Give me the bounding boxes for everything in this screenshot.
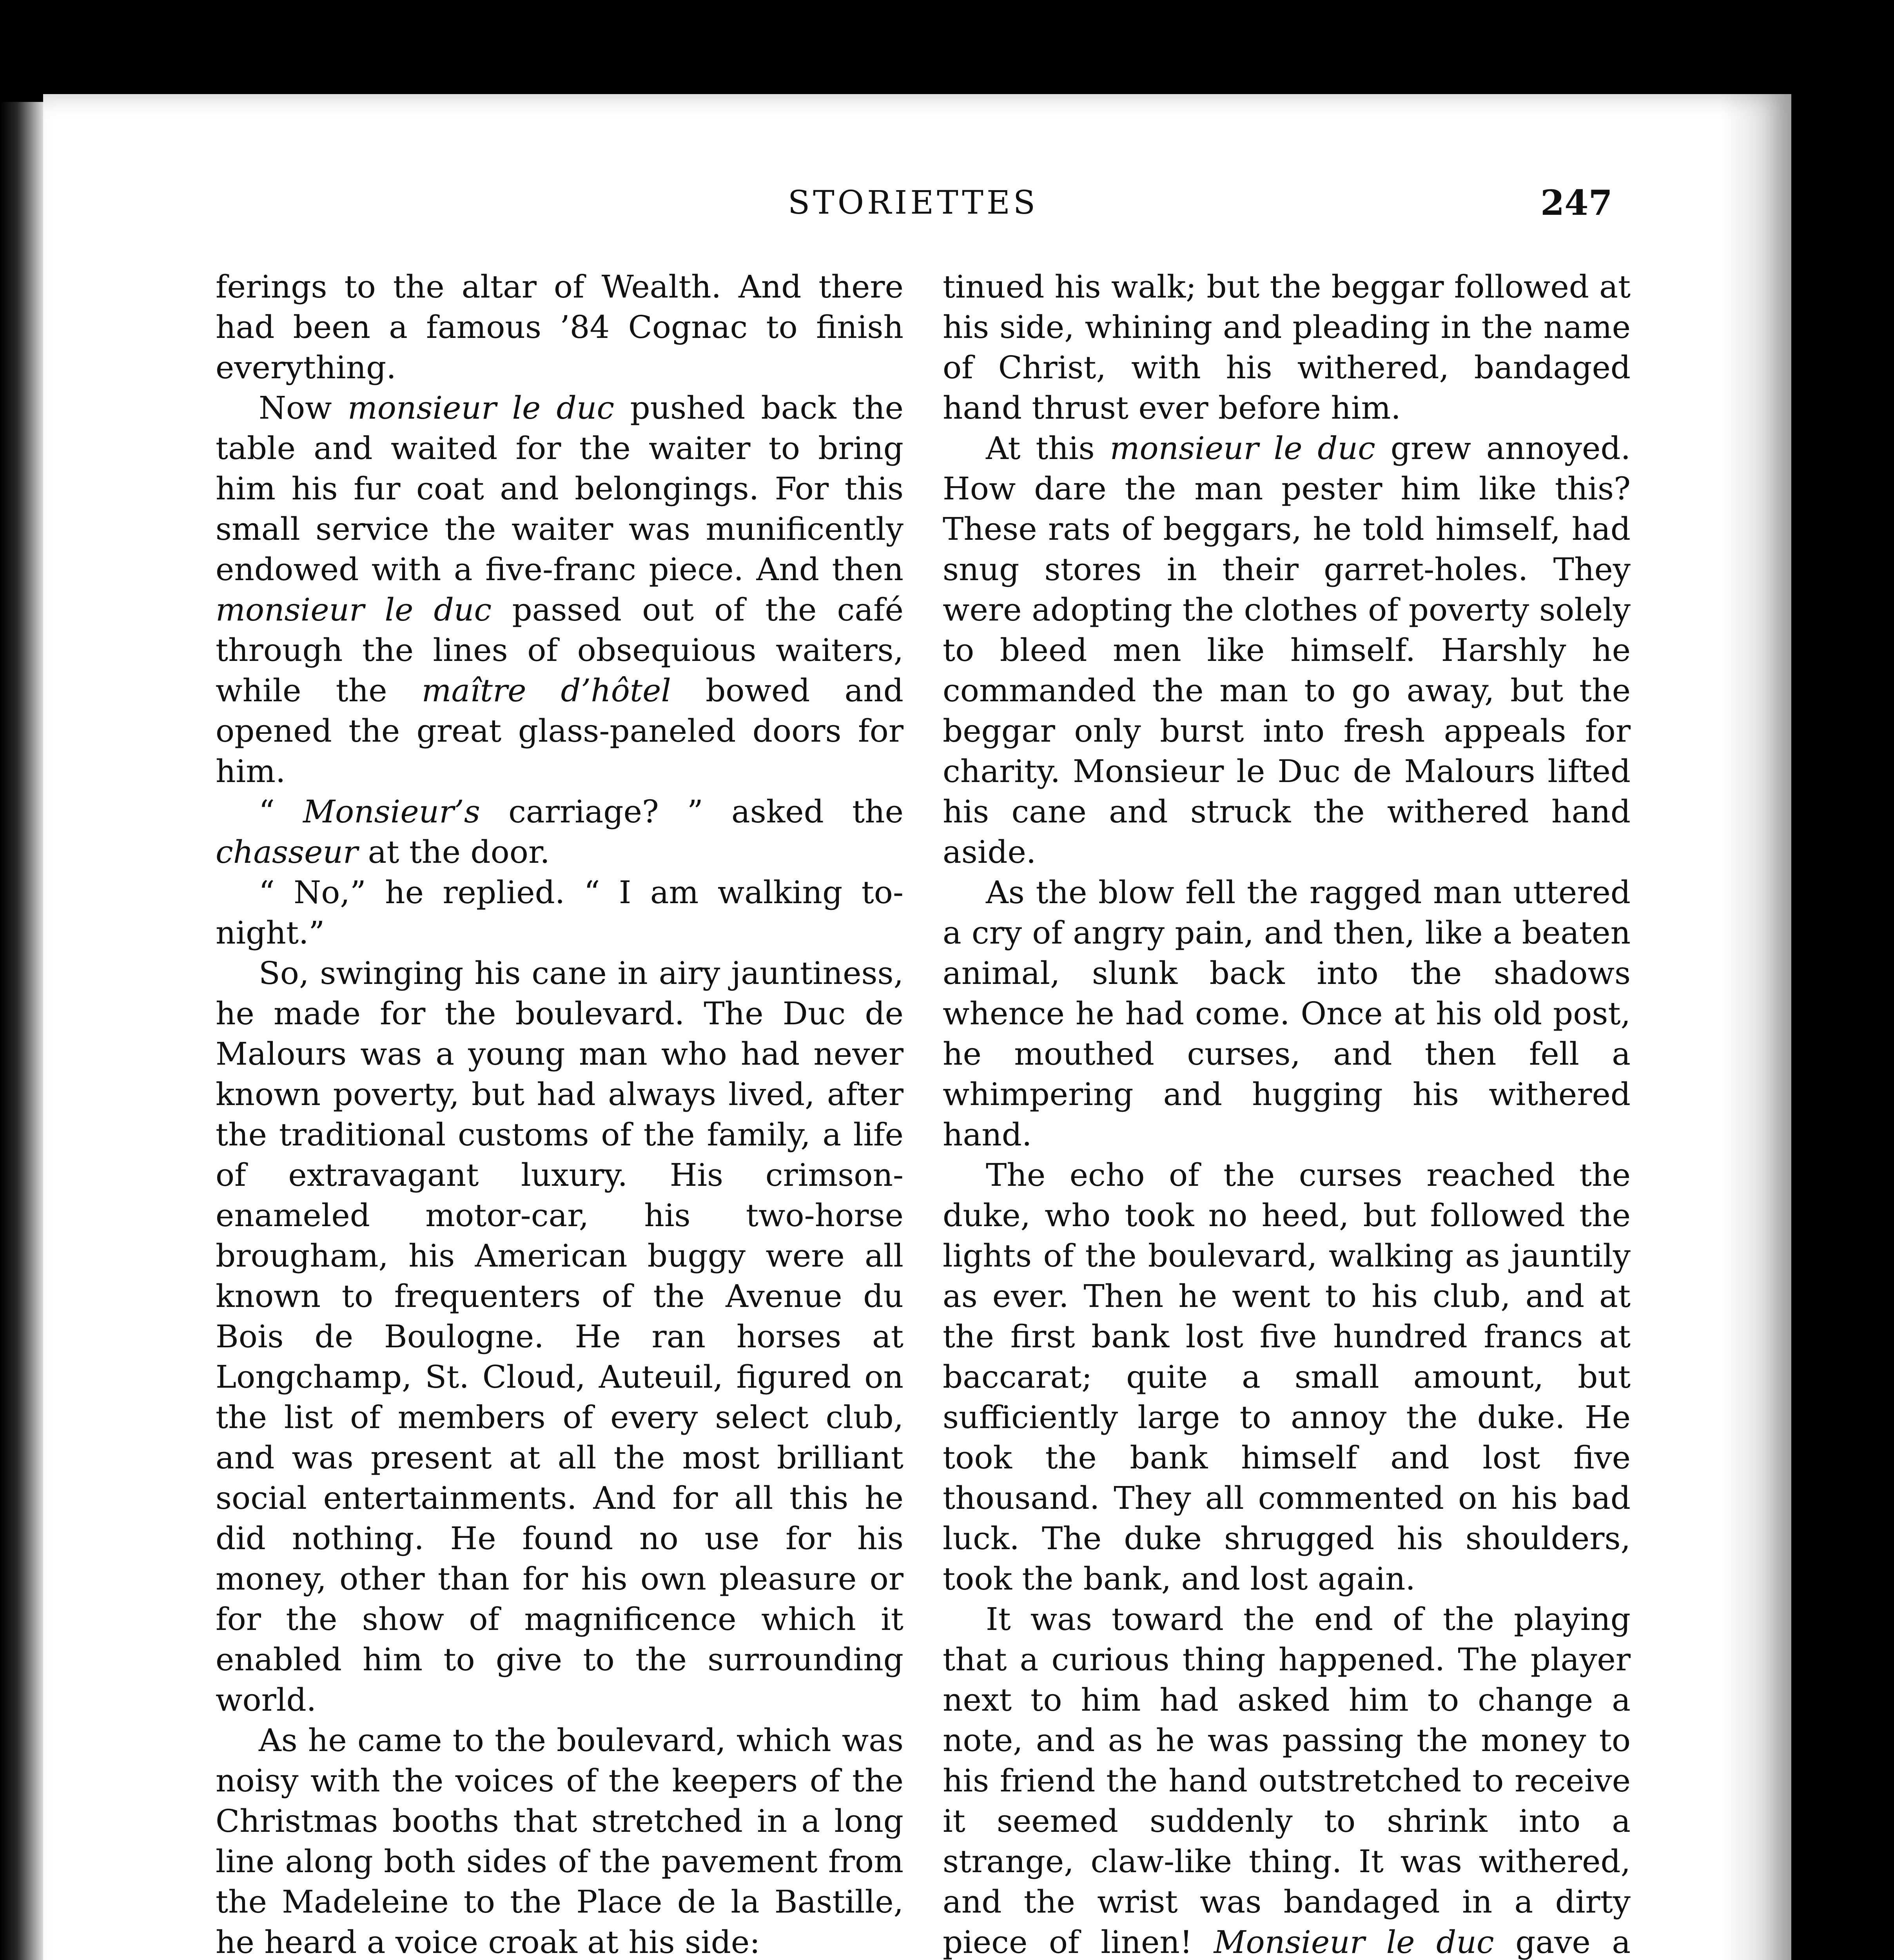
paragraph: At this monsieur le duc grew annoyed. How dare the man pester him like this? These rats of beggars, he told himself, had snug stores in their garret-holes. They were adopting the clothes of poverty solely to bleed men like himself. Harshly he commanded the man to go away, but the beggar only burst into fresh appeals for charity. Monsieur le Duc de Malours lifted his cane and struck the withered hand aside. <box>943 430 1631 870</box>
page-gutter-edge <box>0 102 43 1960</box>
text-column-left <box>216 267 903 1960</box>
paragraph: As the blow fell the ragged man uttered a cry of angry pain, and then, like a beaten animal, slunk back into the shadows whence he had come. Once at his old post, he mouthed curses, and then fell a whimpering and hugging his withered hand. <box>943 874 1631 1153</box>
paragraph: So, swinging his cane in airy jauntiness, he made for the boulevard. The Duc de Malours was a young man who had never known poverty, but had always lived, after the traditional customs of the family, a life of extravagant luxury. His crimson-enameled motor-car, his two-horse brougham, his American buggy were all known to frequenters of the Avenue du Bois de Boulogne. He ran horses at Longchamp, St. Cloud, Auteuil, figured on the list of members of every select club, and was present at all the most brilliant social entertainments. And for all this he did nothing. He found no use for his money, other than for his own pleasure or for the show of magnificence which it enabled him to give to the surrounding world. <box>216 955 903 1718</box>
book-page <box>43 94 1791 1960</box>
page-number: 247 <box>1540 182 1613 223</box>
paragraph: The echo of the curses reached the duke, who took no heed, but followed the lights of the boulevard, walking as jauntily as ever. Then he went to his club, and at the first bank lost five hundred francs at baccarat; quite a small amount, but sufficiently large to annoy the duke. He took the bank himself and lost five thousand. They all commented on his bad luck. The duke shrugged his shoulders, took the bank, and lost again. <box>943 1157 1631 1597</box>
page-binding-shadow <box>1721 94 1791 1960</box>
paragraph: “ Monsieur’s carriage? ” asked the chasseur at the door. <box>216 793 904 870</box>
paragraph: tinued his walk; but the beggar followed at his side, whining and pleading in the name of Christ, with his withered, bandaged hand thrust ever before him. <box>943 269 1631 426</box>
paragraph: Now monsieur le duc pushed back the table and waited for the waiter to bring him his fur coat and belongings. For this small service the waiter was munificently endowed with a five-franc piece. And then monsieur le duc passed out of the café through the lines of obsequious waiters, while the maître d’hôtel bowed and opened the great glass-paneled doors for him. <box>216 390 904 789</box>
paragraph: It was toward the end of the playing that a curious thing happened. The player next to him had asked him to change a note, and as he was passing the money to his friend the hand outstretched to receive it seemed suddenly to shrink into a strange, claw-like thing. It was withered, and the wrist was bandaged in a dirty piece of linen! Monsieur le duc gave a <box>943 1601 1631 1960</box>
paragraph: “ No,” he replied. “ I am walking to-night.” <box>216 874 903 951</box>
paragraph: ferings to the altar of Wealth. And there had been a famous ’84 Cognac to finish everything. <box>216 269 903 386</box>
running-title: STORIETTES <box>788 184 1039 221</box>
text-column-right <box>943 267 1631 1960</box>
paragraph: As he came to the boulevard, which was noisy with the voices of the keepers of the Christmas booths that stretched in a long line along both sides of the pavement from the Madeleine to the Place de la Bastille, he heard a voice croak at his side: <box>216 1722 903 1960</box>
